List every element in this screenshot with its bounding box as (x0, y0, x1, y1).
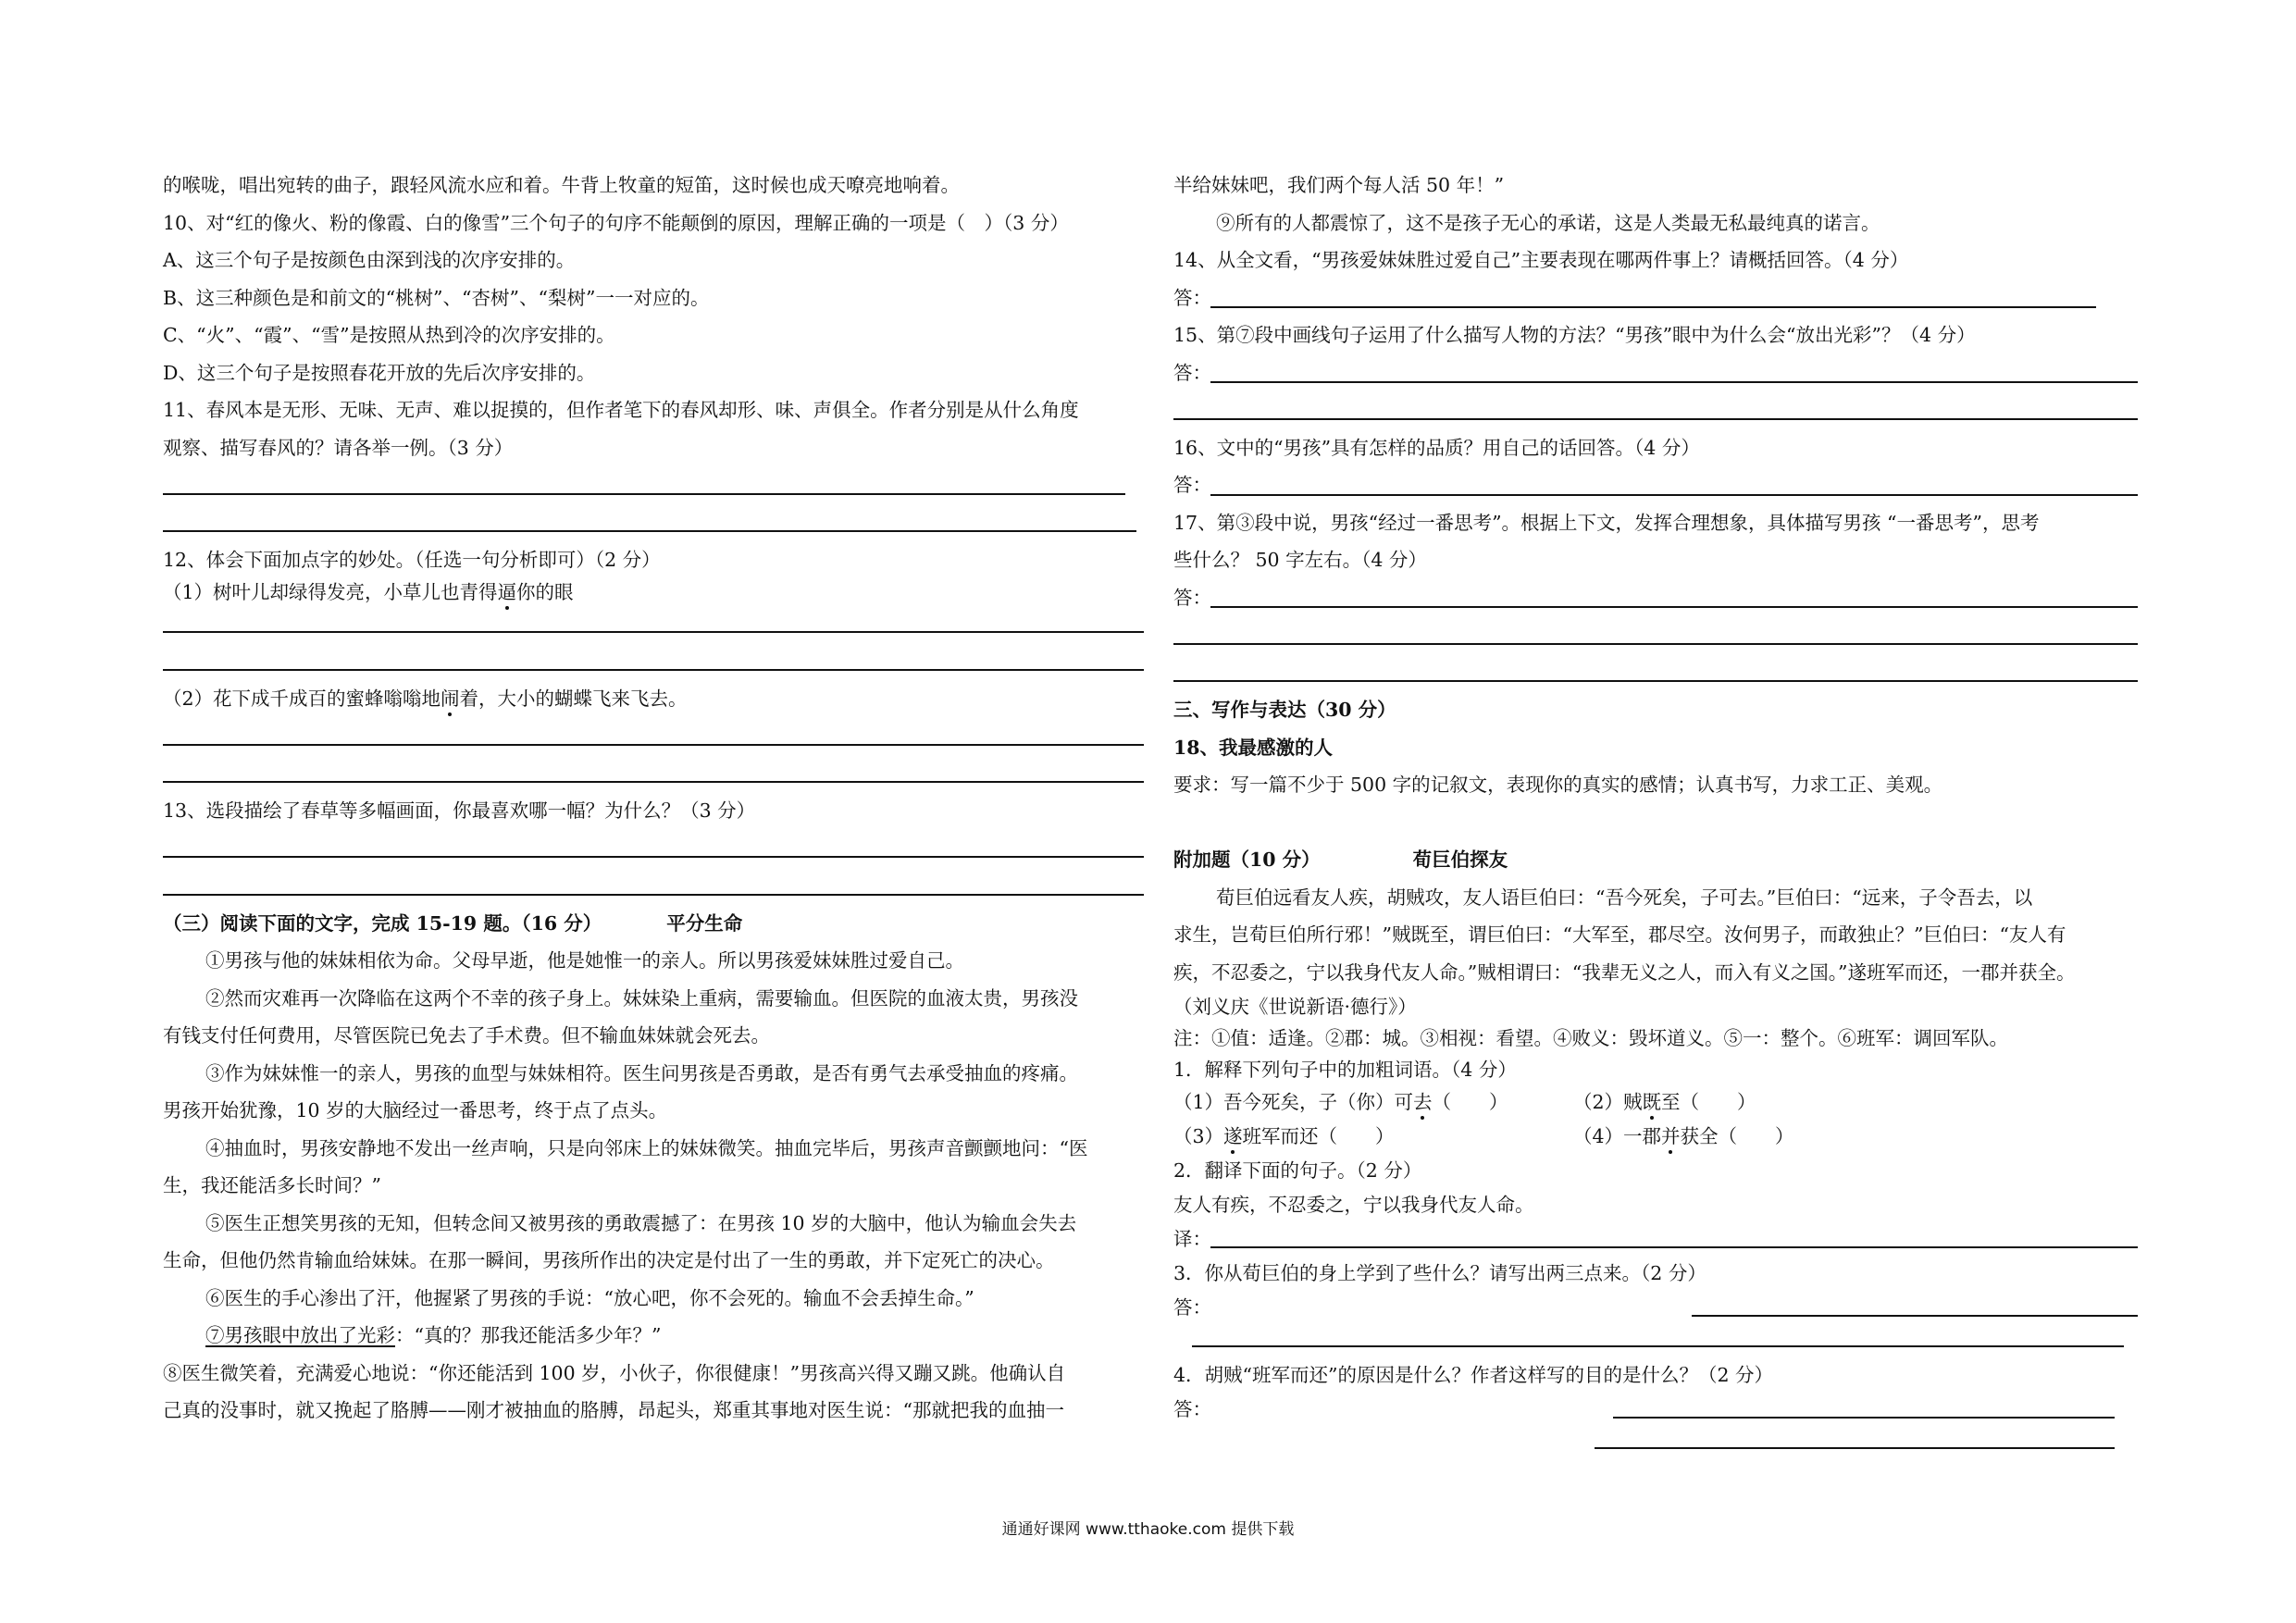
answer-field[interactable]: 答： (1173, 279, 2138, 317)
question-13: 13、选段描绘了春草等多幅画面，你最喜欢哪一幅？为什么？（3 分） (163, 799, 756, 822)
paragraph-9: ⑨所有的人都震惊了，这不是孩子无心的承诺，这是人类最无私最纯真的诺言。 (1216, 211, 1880, 234)
question-12-sentence-1: （1）树叶儿却绿得发亮，小草儿也青得逼你的眼 (163, 580, 574, 603)
answer-line[interactable] (163, 466, 1144, 504)
answer-line[interactable] (163, 504, 1144, 542)
answer-line[interactable] (1173, 1427, 2138, 1455)
answer-line[interactable] (163, 867, 1144, 905)
underlined-sentence: ⑦男孩眼中放出了光彩 (205, 1324, 395, 1346)
answer-line[interactable] (1173, 1325, 2138, 1353)
annotation-notes: 注：①值：适逢。②郡：城。③相视：看望。④败义：毁坏道义。⑤一：整个。⑥班军：调回军队。 (1173, 1027, 2008, 1049)
dotted-char: 逼 (497, 580, 517, 603)
question-11-cont: 观察、描写春风的？请各举一例。（3 分） (163, 436, 514, 459)
question-14: 14、从全文看，“男孩爱妹妹胜过爱自己”主要表现在哪两件事上？请概括回答。（4 分） (1173, 249, 1909, 271)
answer-line[interactable] (163, 642, 1144, 680)
essay-topic: 18、我最感激的人 (1173, 736, 1334, 759)
footer-credit: 通通好课网 www.tthaoke.com 提供下载 (1001, 1520, 1295, 1539)
paragraph-7: ⑦男孩眼中放出了光彩：“真的？那我还能活多少年？” (205, 1324, 662, 1346)
bonus-heading: 附加题（10 分） 荀巨伯探友 (1173, 849, 1508, 871)
paragraph-5-cont: 生命，但他仍然肯输血给妹妹。在那一瞬间，男孩所作出的决定是付出了一生的勇敢，并下定死亡的决心。 (163, 1249, 1055, 1271)
answer-line[interactable] (1173, 654, 2138, 692)
bonus-question-2: 2．翻译下面的句子。（2 分） (1173, 1159, 1422, 1182)
paragraph-8-cont: 己真的没事时，就又挽起了胳膊——刚才被抽血的胳膊，昂起头，郑重其事地对医生说：“那就把我的血抽一 (163, 1399, 1064, 1421)
word-items-row-1: （1）吾今死矣，子（你）可去（ ） （2）贼既至（ ） (1173, 1091, 1756, 1113)
option-d: D、这三个句子是按照春花开放的先后次序安排的。 (163, 361, 596, 384)
paragraph-8: ⑧医生微笑着，充满爱心地说：“你还能活到 100 岁，小伙子，你很健康！”男孩高兴得又蹦又跳。他确认自 (163, 1361, 1066, 1384)
paragraph-3-cont: 男孩开始犹豫，10 岁的大脑经过一番思考，终于点了点头。 (163, 1099, 668, 1121)
question-17: 17、第③段中说，男孩“经过一番思考”。根据上下文，发挥合理想象，具体描写男孩 “一番思考”，思考 (1173, 511, 2040, 534)
answer-line[interactable] (163, 605, 1144, 643)
passage-title: 平分生命 (666, 911, 743, 935)
option-c: C、“火”、“霞”、“雪”是按照从热到冷的次序安排的。 (163, 324, 615, 346)
answer-field[interactable]: 答： (1173, 579, 2138, 617)
classical-text-cont: 疾，不忍委之，宁以我身代友人命。”贼相谓曰：“我辈无义之人，而入有义之国。”遂班军而还，一郡并获全。 (1173, 960, 2076, 984)
bonus-question-1: 1．解释下列句子中的加粗词语。（4 分） (1173, 1059, 1517, 1081)
question-12-sentence-2: （2）花下成千成百的蜜蜂嗡嗡地闹着，大小的蝴蝶飞来飞去。 (163, 687, 688, 710)
answer-field[interactable]: 答： (1173, 354, 2138, 392)
dotted-char: 闹 (441, 687, 460, 710)
answer-field[interactable]: 答： (1173, 1291, 2138, 1325)
dotted-char: 并 (1661, 1125, 1681, 1147)
essay-requirement: 要求：写一篇不少于 500 字的记叙文，表现你的真实的感情；认真书写，力求工正、美观。 (1173, 774, 1943, 796)
sentence-to-translate: 友人有疾，不忍委之，宁以我身代友人命。 (1173, 1194, 1534, 1216)
answer-line[interactable] (1173, 616, 2138, 654)
left-column (163, 167, 1144, 1430)
paragraph-2-cont: 有钱支付任何费用，尽管医院已免去了手术费。但不输血妹妹就会死去。 (163, 1024, 770, 1047)
dotted-char: 既 (1642, 1091, 1662, 1113)
option-a: A、这三个句子是按颜色由深到浅的次序安排的。 (163, 249, 576, 271)
bonus-question-4: 4．胡贼“班军而还”的原因是什么？作者这样写的目的是什么？（2 分） (1173, 1364, 1774, 1386)
paragraph-4: ④抽血时，男孩安静地不发出一丝声响，只是向邻床上的妹妹微笑。抽血完毕后，男孩声音颤颤地问：“医 (205, 1136, 1088, 1159)
paragraph-8-end: 半给妹妹吧，我们两个每人活 50 年！” (1173, 174, 1505, 196)
paragraph-5: ⑤医生正想笑男孩的无知，但转念间又被男孩的勇敢震撼了：在男孩 10 岁的大脑中，他认为输血会失去 (205, 1211, 1077, 1234)
paragraph-1: ①男孩与他的妹妹相依为命。父母早逝，他是她惟一的亲人。所以男孩爱妹妹胜过爱自己。 (205, 949, 964, 972)
bonus-question-3: 3．你从荀巨伯的身上学到了些什么？请写出两三点来。（2 分） (1173, 1262, 1706, 1284)
answer-line[interactable] (163, 830, 1144, 868)
paragraph-3: ③作为妹妹惟一的亲人，男孩的血型与妹妹相符。医生问男孩是否勇敢，是否有勇气去承受抽血的疼痛。 (205, 1061, 1078, 1084)
text-line: 的喉咙，唱出宛转的曲子，跟轻风流水应和着。牛背上牧童的短笛，这时候也成天嘹亮地响着。 (163, 174, 960, 196)
classical-text: 荀巨伯远看友人疾，胡贼攻，友人语巨伯曰：“吾今死矣，子可去。”巨伯曰：“远来，子令吾去，以 (1216, 886, 2033, 909)
question-11: 11、春风本是无形、无味、无声、难以捉摸的，但作者笔下的春风却形、味、声俱全。作者分别是从什么角度 (163, 399, 1079, 421)
source-citation: （刘义庆《世说新语·德行》） (1173, 996, 1417, 1018)
question-17-cont: 些什么？ 50 字左右。（4 分） (1173, 549, 1427, 571)
right-column (1173, 167, 2138, 1455)
question-16: 16、文中的“男孩”具有怎样的品质？用自己的话回答。（4 分） (1173, 436, 1700, 459)
spacer (1173, 804, 2138, 842)
option-b: B、这三种颜色是和前文的“桃树”、“杏树”、“梨树”一一对应的。 (163, 286, 710, 309)
classical-text-cont: 求生，岂荀巨伯所行邪！”贼既至，谓巨伯曰：“大军至，郡尽空。汝何男子，而敢独止？”巨伯曰：“友人有 (1173, 923, 2066, 946)
answer-line[interactable] (163, 717, 1144, 755)
word-items-row-2: （3）遂班军而还（ ） （4）一郡并获全（ ） (1173, 1125, 1794, 1147)
question-10: 10、对“红的像火、粉的像霞、白的像雪”三个句子的句序不能颠倒的原因，理解正确的一项是（ ）（3 分） (163, 211, 1069, 234)
dotted-char: 去 (1413, 1091, 1433, 1113)
section-heading: （三）阅读下面的文字，完成 15-19 题。（16 分） 平分生命 (163, 911, 743, 935)
paragraph-2: ②然而灾难再一次降临在这两个不幸的孩子身上。妹妹染上重病，需要输血。但医院的血液太贵，男孩没 (205, 986, 1078, 1010)
section-heading: 三、写作与表达（30 分） (1173, 699, 1396, 721)
answer-field[interactable]: 答： (1173, 466, 2138, 504)
paragraph-4-cont: 生，我还能活多长时间？” (163, 1174, 381, 1196)
bonus-title: 荀巨伯探友 (1412, 849, 1508, 871)
translation-field[interactable]: 译： (1173, 1222, 2138, 1257)
answer-line[interactable] (163, 755, 1144, 793)
dotted-char: 遂 (1223, 1125, 1243, 1147)
answer-field[interactable]: 答： (1173, 1393, 2138, 1427)
question-15: 15、第⑦段中画线句子运用了什么描写人物的方法？“男孩”眼中为什么会“放出光彩”？（4 分） (1173, 324, 1976, 346)
answer-line[interactable] (1173, 391, 2138, 429)
paragraph-6: ⑥医生的手心渗出了汗，他握紧了男孩的手说：“放心吧，你不会死的。输血不会丢掉生命。” (205, 1286, 974, 1309)
question-12: 12、体会下面加点字的妙处。（任选一句分析即可）（2 分） (163, 549, 661, 571)
